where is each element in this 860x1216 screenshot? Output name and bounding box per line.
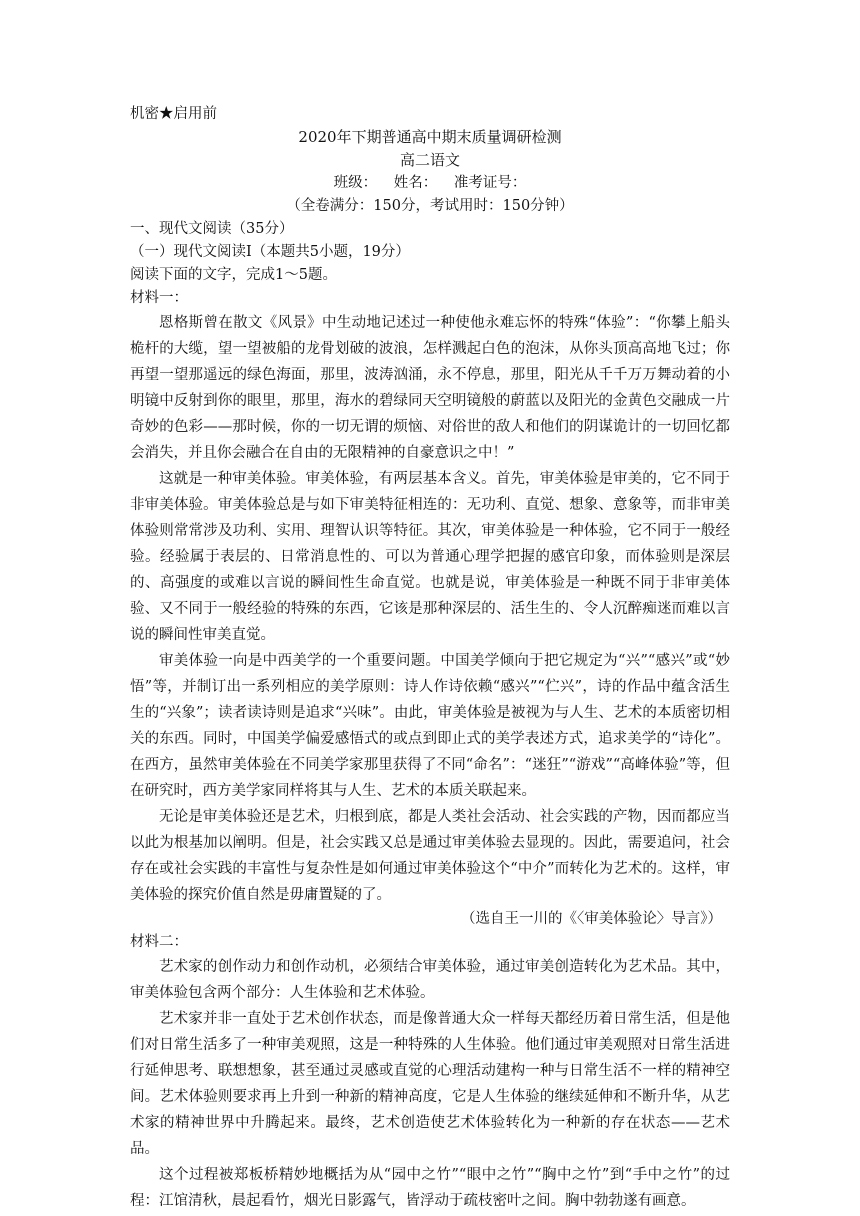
material1-paragraph: 这就是一种审美体验。审美体验，有两层基本含义。首先，审美体验是审美的，它不同于非审美体验。审美体验总是与如下审美特征相连的：无功利、直觉、想象、意象等，而非审美体验则常常涉及功利、实用、理智认识等特征。其次，审美体验是一种体验，它不同于一般经验。经验属于表层的、日常消息性的、可以为普通心理学把握的感官印象，而体验则是深层的、高强度的或难以言说的瞬间性生命直觉。也就是说，审美体验是一种既不同于非审美体验、又不同于一般经验的特殊的东西，它该是那种深层的、活生生的、令人沉醉痴迷而难以言说的瞬间性审美直觉。 bbox=[130, 471, 730, 643]
score-info: （全卷满分：150分，考试用时：150分钟） bbox=[286, 198, 574, 214]
material2-paragraph: 艺术家并非一直处于艺术创作状态，而是像普通大众一样每天都经历着日常生活，但是他们对日常生活多了一种审美观照，这是一种特殊的人生体验。他们通过审美观照对日常生活进行延伸思考、联想想象，甚至通过灵感或直觉的心理活动建构一种与日常生活不一样的精神空间。艺术体验则要求再上升到一种新的精神高度，它是人生体验的继续延伸和不断升华，从艺术家的精神世界中升腾起来。最终，艺术创造使艺术体验转化为一种新的存在状态——艺术品。 bbox=[130, 1011, 730, 1157]
confidential-label: 机密★启用前 bbox=[130, 106, 217, 122]
section-instruction: 阅读下面的文字，完成1～5题。 bbox=[130, 267, 337, 283]
section-title: 一、现代文阅读（35分） bbox=[130, 221, 294, 237]
material2-paragraph: 艺术家的创作动力和创作动机，必须结合审美体验，通过审美创造转化为艺术品。其中，审美体验包含两个部分：人生体验和艺术体验。 bbox=[130, 959, 730, 1001]
material2-label: 材料二： bbox=[130, 934, 188, 950]
material1-label: 材料一： bbox=[130, 290, 188, 306]
student-info-row bbox=[130, 172, 730, 195]
exam-page bbox=[130, 103, 730, 1214]
material1-paragraph: 恩格斯曾在散文《风景》中生动地记述过一种使他永难忘怀的特殊“体验”：“你攀上船头桅杆的大缆，望一望被船的龙骨划破的波浪，怎样溅起白色的泡沫，从你头顶高高地飞过；你再望一望那遥远的绿色海面，那里，波涛汹涌，永不停息，那里，阳光从千千万万舞动着的小明镜中反射到你的眼里，那里，海水的碧绿同天空明镜般的蔚蓝以及阳光的金黄色交融成一片奇妙的色彩——那时候，你的一切无谓的烦恼、对俗世的敌人和他们的阴谋诡计的一切回忆都会消失，并且你会融合在自由的无限精神的自豪意识之中！” bbox=[130, 315, 730, 461]
material2-paragraph: 这个过程被郑板桥精妙地概括为从“园中之竹”“眼中之竹”“胸中之竹”到“手中之竹”的过程：江馆清秋，晨起看竹，烟光日影露气，皆浮动于疏枝密叶之间。胸中勃勃遂有画意。 bbox=[130, 1167, 730, 1209]
material1-paragraph: 审美体验一向是中西美学的一个重要问题。中国美学倾向于把它规定为“兴”“感兴”或“妙悟”等，并制订出一系列相应的美学原则：诗人作诗依赖“感兴”“伫兴”，诗的作品中蕴含活生生的“兴象”；读者读诗则是追求“兴味”。由此，审美体验是被视为与人生、艺术的本质密切相关的东西。同时，中国美学偏爱感悟式的或点到即止式的美学表述方式，追求美学的“诗化”。在西方，虽然审美体验在不同美学家那里获得了不同“命名”：“迷狂”“游戏”“高峰体验”等，但在研究时，西方美学家同样将其与人生、艺术的本质关联起来。 bbox=[130, 653, 730, 799]
material1-source: （选自王一川的《〈审美体验论〉导言》） bbox=[461, 911, 722, 927]
name-field: 姓名： bbox=[393, 175, 438, 191]
exam-number-field: 准考证号： bbox=[453, 175, 527, 191]
section-subtitle: （一）现代文阅读Ⅰ（本题共5小题，19分） bbox=[130, 244, 410, 260]
class-field: 班级： bbox=[333, 175, 378, 191]
exam-title: 2020年下期普通高中期末质量调研检测 bbox=[298, 128, 562, 146]
subject-title: 高二语文 bbox=[399, 151, 460, 169]
material1-paragraph: 无论是审美体验还是艺术，归根到底，都是人类社会活动、社会实践的产物，因而都应当以此为根基加以阐明。但是，社会实践又总是通过审美体验去显现的。因此，需要追问，社会存在或社会实践的丰富性与复杂性是如何通过审美体验这个“中介”而转化为艺术的。这样，审美体验的探究价值自然是毋庸置疑的了。 bbox=[130, 809, 730, 903]
